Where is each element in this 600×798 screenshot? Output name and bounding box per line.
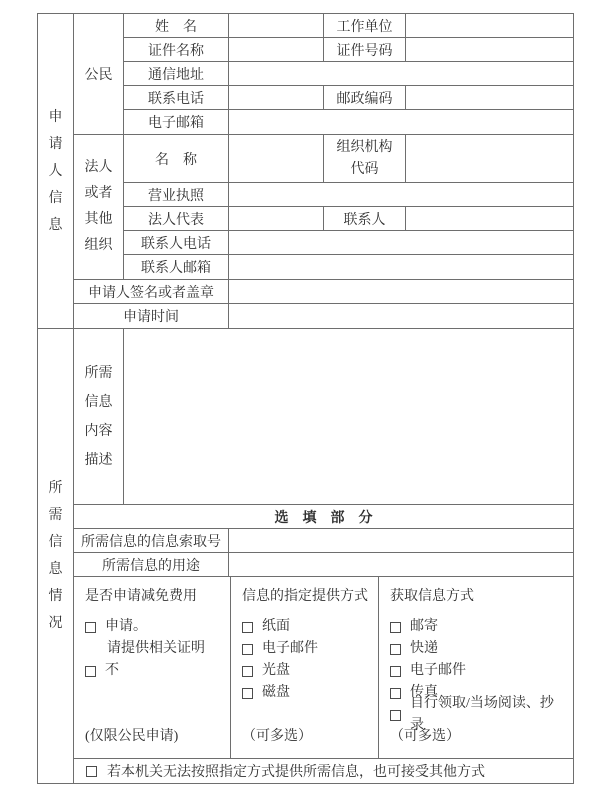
contact-value-cell[interactable]	[406, 207, 573, 230]
signature-value-cell[interactable]	[229, 280, 573, 303]
name-value-cell[interactable]	[229, 14, 324, 37]
delivery-option-cd-label: 光盘	[262, 663, 290, 678]
contact-label: 联系人	[324, 207, 406, 230]
citizen-group	[74, 14, 573, 135]
delivery-option-disk[interactable]	[242, 682, 290, 704]
work-unit-label: 工作单位	[324, 14, 406, 37]
checkbox-icon[interactable]	[85, 622, 96, 633]
work-unit-value-cell[interactable]	[406, 14, 573, 37]
apply-time-value-cell[interactable]	[229, 304, 573, 328]
checkbox-icon[interactable]	[242, 644, 253, 655]
contact-phone-label: 联系人电话	[124, 231, 229, 254]
applicant-info-section	[38, 14, 573, 329]
email-row	[124, 110, 573, 134]
checkbox-icon[interactable]	[390, 710, 401, 721]
checkbox-icon[interactable]	[242, 622, 253, 633]
fee-waiver-apply-note: 请提供相关证明	[107, 641, 205, 656]
fee-waiver-column	[74, 577, 231, 758]
obtain-method-column	[379, 577, 573, 758]
contact-email-label: 联系人邮箱	[124, 255, 229, 279]
certificate-row	[124, 38, 573, 62]
org-name-row	[124, 135, 573, 183]
obtain-option-mail[interactable]	[390, 616, 438, 638]
options-row	[74, 577, 573, 759]
org-name-label: 名 称	[124, 135, 229, 182]
legal-rep-label: 法人代表	[124, 207, 229, 230]
obtain-option-fax-label: 传真	[410, 685, 438, 700]
obtain-option-express[interactable]	[390, 638, 438, 660]
fee-waiver-option-no-label: 不	[105, 663, 119, 678]
checkbox-icon[interactable]	[242, 688, 253, 699]
optional-header-text: 选 填 部 分	[274, 510, 373, 526]
license-label: 营业执照	[124, 183, 229, 206]
cert-no-label: 证件号码	[324, 38, 406, 61]
delivery-option-disk-label: 磁盘	[262, 685, 290, 700]
cert-name-label: 证件名称	[124, 38, 229, 61]
delivery-option-email[interactable]	[242, 638, 318, 660]
organization-group-label: 法人或者其他组织	[74, 135, 124, 279]
name-row	[124, 14, 573, 38]
obtain-option-self-pickup[interactable]	[390, 696, 563, 733]
fallback-note-label: 若本机关无法按照指定方式提供所需信息，也可接受其他方式	[107, 765, 485, 780]
checkbox-icon[interactable]	[85, 666, 96, 677]
obtain-option-self-pickup-label: 自行领取/当场阅读、抄录	[410, 696, 554, 733]
checkbox-icon[interactable]	[86, 766, 97, 777]
purpose-row	[74, 553, 573, 577]
license-value-cell[interactable]	[229, 183, 573, 206]
org-code-value-cell[interactable]	[406, 135, 573, 182]
government-info-request-form	[37, 13, 574, 784]
fallback-option-row[interactable]	[74, 759, 573, 783]
obtain-option-mail-label: 邮寄	[410, 619, 438, 634]
postcode-label: 邮政编码	[324, 86, 406, 109]
optional-section-header	[74, 505, 573, 529]
fee-waiver-option-apply[interactable]	[85, 616, 147, 638]
address-label: 通信地址	[124, 62, 229, 85]
delivery-option-email-label: 电子邮件	[262, 641, 318, 656]
fee-waiver-option-no[interactable]	[85, 660, 119, 682]
checkbox-icon[interactable]	[390, 688, 401, 699]
citizen-group-label: 公民	[74, 14, 124, 134]
delivery-option-cd[interactable]	[242, 660, 290, 682]
address-value-cell[interactable]	[229, 62, 573, 85]
obtain-title: 获取信息方式	[390, 589, 474, 604]
apply-time-label: 申请时间	[74, 304, 229, 328]
legal-rep-value-cell[interactable]	[229, 207, 324, 230]
apply-time-row	[74, 304, 573, 328]
index-number-value-cell[interactable]	[229, 529, 573, 552]
obtain-option-express-label: 快递	[410, 641, 438, 656]
obtain-option-email-label: 电子邮件	[410, 663, 466, 678]
email-label: 电子邮箱	[124, 110, 229, 134]
contact-email-value-cell[interactable]	[229, 255, 573, 279]
required-info-section	[38, 329, 573, 783]
delivery-option-paper-label: 纸面	[262, 619, 290, 634]
org-name-value-cell[interactable]	[229, 135, 324, 182]
index-number-row	[74, 529, 573, 553]
signature-row	[74, 280, 573, 304]
contact-phone-value-cell[interactable]	[229, 231, 573, 254]
license-row	[124, 183, 573, 207]
cert-name-value-cell[interactable]	[229, 38, 324, 61]
description-row	[74, 329, 573, 505]
purpose-label: 所需信息的用途	[74, 553, 229, 576]
email-value-cell[interactable]	[229, 110, 573, 134]
checkbox-icon[interactable]	[242, 666, 253, 677]
name-label: 姓 名	[124, 14, 229, 37]
contact-email-row	[124, 255, 573, 279]
delivery-method-column	[231, 577, 379, 758]
obtain-option-email[interactable]	[390, 660, 466, 682]
signature-label: 申请人签名或者盖章	[74, 280, 229, 303]
contact-phone-row	[124, 231, 573, 255]
purpose-value-cell[interactable]	[229, 553, 573, 576]
fee-waiver-note: (仅限公民申请)	[85, 729, 179, 744]
legal-rep-row	[124, 207, 573, 231]
applicant-section-side-label: 申请人信息	[38, 14, 74, 328]
fee-waiver-option-apply-label: 申请。	[105, 619, 147, 634]
description-label: 所需信息内容描述	[74, 329, 124, 504]
delivery-option-paper[interactable]	[242, 616, 290, 638]
checkbox-icon[interactable]	[390, 666, 401, 677]
checkbox-icon[interactable]	[390, 622, 401, 633]
cert-no-value-cell[interactable]	[406, 38, 573, 61]
required-section-side-label: 所需信息情况	[38, 329, 74, 783]
phone-row	[124, 86, 573, 110]
delivery-note: （可多选）	[242, 729, 312, 744]
fee-waiver-title: 是否申请减免费用	[85, 589, 197, 604]
description-value-cell[interactable]	[124, 329, 573, 504]
phone-label: 联系电话	[124, 86, 229, 109]
address-row	[124, 62, 573, 86]
organization-group	[74, 135, 573, 280]
phone-value-cell[interactable]	[229, 86, 324, 109]
obtain-note: （可多选）	[390, 729, 460, 744]
postcode-value-cell[interactable]	[406, 86, 573, 109]
checkbox-icon[interactable]	[390, 644, 401, 655]
delivery-title: 信息的指定提供方式	[242, 589, 368, 604]
index-number-label: 所需信息的信息索取号	[74, 529, 229, 552]
org-code-label: 组织机构代码	[324, 135, 406, 182]
